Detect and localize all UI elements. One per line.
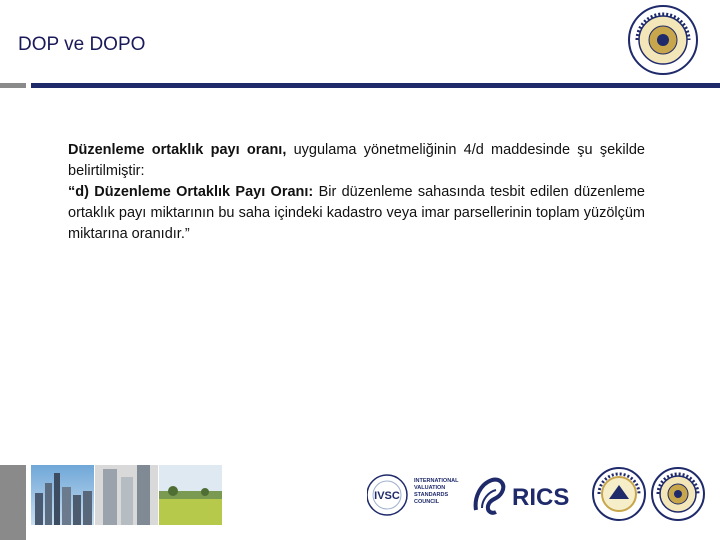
header-divider-navy xyxy=(31,83,720,88)
city-skyline-photo xyxy=(31,465,94,525)
paragraph-2 xyxy=(68,182,645,245)
p2-bold: “d) Düzenleme Ortaklık Payı Oranı: xyxy=(68,184,314,200)
ivsc-line-3: STANDARDS xyxy=(414,492,449,498)
rics-logo-icon xyxy=(470,474,580,516)
page-title: DOP ve DOPO xyxy=(18,34,146,55)
faculty-seal-icon xyxy=(591,465,647,523)
ivsc-line-1: INTERNATIONAL xyxy=(414,478,459,484)
footer-gray-block xyxy=(0,465,26,540)
ivsc-abbr: IVSC xyxy=(374,490,400,502)
rics-text: RICS xyxy=(512,484,570,511)
header-divider-gray xyxy=(0,83,26,88)
ivsc-full-name xyxy=(414,478,459,506)
footer-strip xyxy=(31,525,720,540)
ivsc-line-2: VALUATION xyxy=(414,485,446,491)
skyscrapers-photo xyxy=(95,465,158,525)
p1-text: uygulama yönetmeliğinin 4/d maddesinde şu şekilde belirtilmiştir: xyxy=(68,142,645,179)
green-field-photo xyxy=(159,465,222,525)
ivsc-line-4: COUNCIL xyxy=(414,499,440,505)
paragraph-1 xyxy=(68,140,645,182)
body-text xyxy=(68,140,645,245)
p1-bold: Düzenleme ortaklık payı oranı, xyxy=(68,142,287,158)
university-seal-icon xyxy=(627,4,699,76)
university-seal-small-icon xyxy=(650,465,706,523)
p2-text: Bir düzenleme sahasında tesbit edilen düzenleme ortaklık payı miktarının bu saha içindeki kadastro veya imar parsellerinin toplam yüzölçüm miktarına oranıdır.” xyxy=(68,184,645,242)
